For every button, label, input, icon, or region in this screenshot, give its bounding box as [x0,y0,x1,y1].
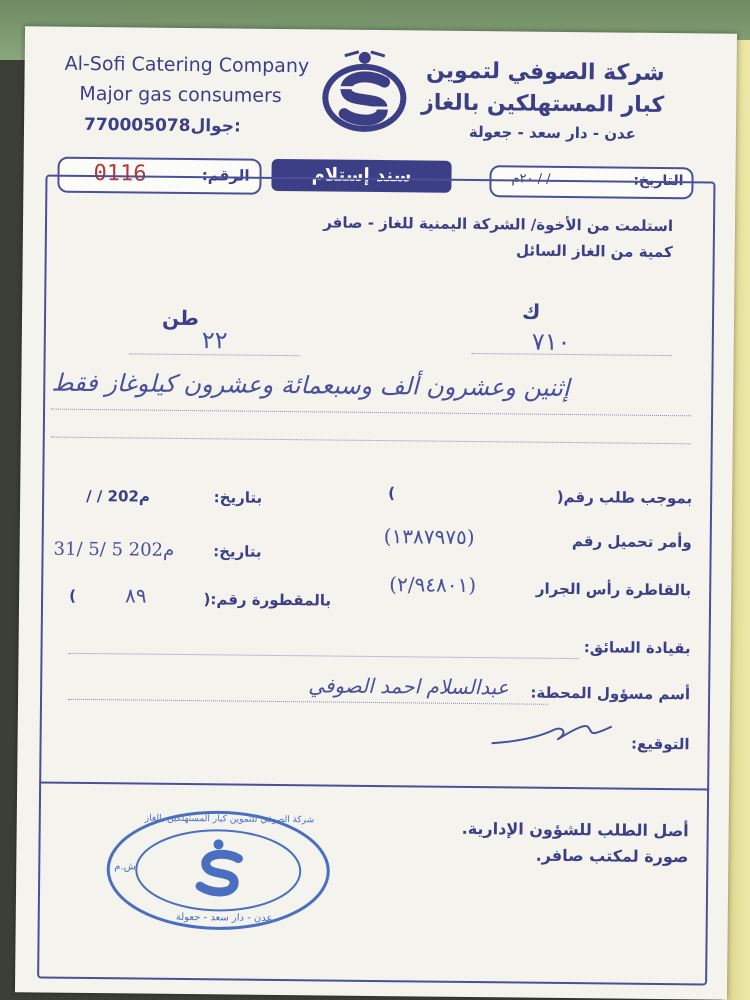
company-subtitle-ar: كبار المستهلكين بالغاز [421,90,665,118]
company-logo-icon [314,41,415,142]
signature-label: التوقيع: [631,734,690,754]
kg-value: ٧١٠ [531,327,571,357]
driver-label: بقيادة السائق: [583,638,691,658]
station-manager-label: أسم مسؤول المحطة: [530,683,691,704]
ton-value: ٢٢ [201,326,228,355]
receipt-sheet [15,26,737,999]
order-close: ) [388,484,396,503]
receipt-number: 0116 [93,161,147,187]
trailer-label: بالمقطورة رقم:( [203,590,332,610]
phone-label: جوال: [190,116,241,137]
company-stamp [104,807,333,933]
order-date-label: بتاريخ: [213,488,263,507]
copy-note: صورة لمكتب صافر. [535,845,689,867]
company-address-ar: عدن - دار سعد - جعولة [468,122,637,143]
phone-value: 770005078 [83,114,191,137]
trailer-close: ) [69,586,77,605]
received-from-line: استلمت من الأخوة/ الشركة اليمنية للغاز - صافر [323,213,674,236]
stamp-bottom-text: عدن - دار سعد - جعولة [175,911,273,924]
stamp-top-text: شركة الصوفي للتموين كبار المستهلكين بالغاز [144,813,315,826]
load-date-value: 31/ 5/ 5 202م [53,538,175,561]
truck-label: بالقاطرة رأس الجرار [535,579,692,600]
phone-number [84,115,241,137]
truck-value: (٢/٩٤٨٠١) [389,572,477,598]
stamp-left-text: ش.م [114,861,136,873]
load-order-value: (١٣٨٧٩٧٥) [383,524,475,550]
unit-kg-label: ك [521,299,541,324]
quantity-label: كمية من الغاز السائل [516,241,673,262]
amount-in-words: إثنين وعشرون ألف وسبعمائة وعشرون كيلوغاز فقط [51,368,570,403]
load-date-label: بتاريخ: [213,542,262,561]
original-note: أصل الطلب للشؤون الإدارية. [461,818,689,841]
order-date-value: / / 202م [86,486,150,506]
trailer-value: ٨٩ [124,583,147,608]
unit-ton-label: طن [161,305,200,331]
company-subtitle-en: Major gas consumers [79,82,282,107]
receipt-date-label: التاريخ: [633,172,684,190]
station-manager-value: عبدالسلام احمد الصوفي [308,673,509,700]
signature-mark [488,717,618,752]
load-order-label: وأمر تحميل رقم [571,532,692,552]
receipt-number-label: الرقم: [201,166,250,185]
company-name-en: Al-Sofi Catering Company [64,52,310,78]
receipt-date-fill: / / ٢٠م [511,171,551,187]
company-name-ar: شركة الصوفي لتموين [425,58,665,86]
order-label: بموجب طلب رقم( [556,487,693,508]
receipt-title: سند إستلام [271,159,451,193]
